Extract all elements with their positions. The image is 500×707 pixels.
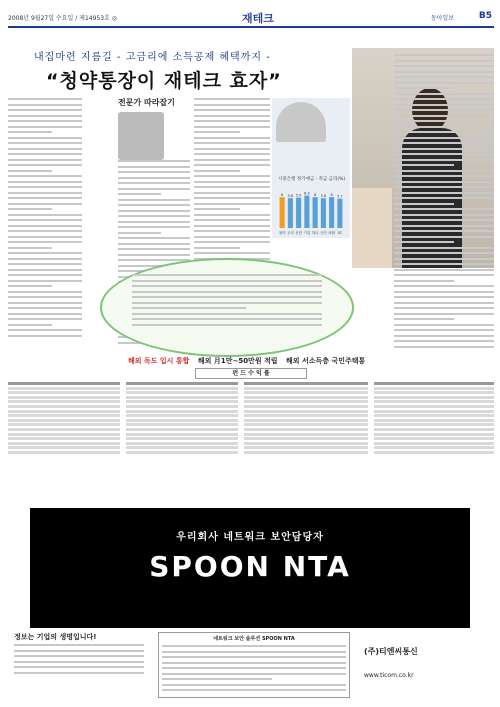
- text-line: [8, 307, 82, 309]
- text-line: [394, 137, 494, 139]
- table-row: [126, 446, 238, 449]
- table-row: [244, 400, 368, 403]
- text-line: [194, 104, 270, 106]
- table-row: [244, 437, 368, 440]
- table-row: [126, 382, 238, 385]
- text-line: [8, 252, 82, 254]
- text-line: [8, 258, 82, 260]
- text-line: [8, 296, 82, 298]
- text-line: [8, 109, 82, 111]
- chart-area: [272, 98, 350, 238]
- text-line: [394, 60, 494, 62]
- text-line: [14, 672, 144, 674]
- expert-label: 전문가 따라잡기: [118, 98, 175, 107]
- bar-외환: [329, 197, 334, 228]
- bar-value-label: 6: [314, 193, 317, 198]
- text-line: [8, 324, 52, 326]
- text-line: [8, 302, 82, 304]
- spoon-ad: [30, 508, 470, 628]
- text-line: [8, 263, 82, 265]
- text-line: [118, 232, 161, 234]
- bar-category-label: SC: [337, 231, 343, 235]
- ad-logo: SPOON NTA: [149, 550, 351, 583]
- table-row: [374, 387, 494, 390]
- bar-value-label: 6: [330, 193, 333, 198]
- text-line: [394, 285, 494, 287]
- text-line: [8, 280, 82, 282]
- table-row: [126, 442, 238, 445]
- expert-box: [118, 98, 190, 158]
- table-row: [244, 387, 368, 390]
- text-line: [394, 324, 494, 326]
- table-row: [374, 446, 494, 449]
- text-line: [394, 203, 454, 205]
- text-line: [162, 689, 346, 691]
- text-line: [132, 285, 322, 287]
- text-line: [8, 197, 82, 199]
- ad-bottom: [8, 632, 494, 702]
- fund-tables: [8, 372, 494, 458]
- text-line: [132, 318, 322, 320]
- text-line: [394, 120, 494, 122]
- text-line: [194, 214, 270, 216]
- text-line: [132, 302, 322, 304]
- table-row: [8, 446, 120, 449]
- text-line: [118, 237, 190, 239]
- text-line: [394, 230, 494, 232]
- text-line: [394, 318, 454, 320]
- banner-suffix: 해외 서소득층 국민주택통: [285, 357, 366, 365]
- text-line: [194, 142, 270, 144]
- text-line: [8, 203, 82, 205]
- text-line: [8, 120, 82, 122]
- bar-value-label: 5.7: [337, 194, 343, 199]
- table-row: [244, 391, 368, 394]
- text-line: [14, 655, 144, 657]
- issue-date: 2008년 9월27일 수요일 / 제14953호 ◎: [8, 15, 117, 22]
- text-line: [162, 662, 346, 664]
- text-line: [394, 329, 494, 331]
- bar-청약: [280, 197, 285, 228]
- text-line: [394, 93, 494, 95]
- text-line: [394, 197, 494, 199]
- table-row: [244, 410, 368, 413]
- table-row: [8, 442, 120, 445]
- bar-하나: [313, 197, 318, 228]
- text-line: [194, 203, 270, 205]
- text-line: [8, 126, 82, 128]
- bar-기업: [304, 196, 309, 228]
- text-line: [118, 204, 190, 206]
- text-line: [394, 280, 454, 282]
- text-line: [194, 148, 270, 150]
- text-line: [8, 192, 82, 194]
- text-line: [8, 269, 82, 271]
- bar-value-label: 5.9: [295, 193, 302, 198]
- text-line: [14, 644, 144, 646]
- text-line: [132, 291, 322, 293]
- text-line: [194, 120, 270, 122]
- table-row: [126, 391, 238, 394]
- text-line: [394, 346, 494, 348]
- ad-bottom-mid-title: 네트워크 보안 솔루션 SPOON NTA: [213, 636, 295, 642]
- table-row: [8, 419, 120, 422]
- text-line: [118, 188, 190, 190]
- table-row: [244, 405, 368, 408]
- text-line: [394, 98, 494, 100]
- bar-value-label: 6: [281, 193, 284, 198]
- text-line: [8, 159, 82, 161]
- text-line: [194, 241, 270, 243]
- text-line: [394, 340, 494, 342]
- table-row: [8, 387, 120, 390]
- table-row: [8, 428, 120, 431]
- table-row: [126, 437, 238, 440]
- text-line: [394, 274, 494, 276]
- text-line: [394, 208, 494, 210]
- bar-신한: [296, 198, 301, 228]
- text-line: [394, 313, 494, 315]
- text-line: [118, 160, 190, 162]
- text-line: [194, 131, 240, 133]
- fund-table-title: 펀 드 수 익 률: [195, 368, 307, 379]
- text-line: [8, 247, 52, 249]
- table-row: [126, 410, 238, 413]
- text-line: [162, 678, 272, 680]
- text-line: [394, 65, 494, 67]
- text-line: [394, 104, 494, 106]
- text-line: [8, 291, 82, 293]
- text-line: [394, 54, 494, 56]
- table-row: [374, 437, 494, 440]
- text-line: [162, 651, 346, 653]
- text-line: [118, 215, 190, 217]
- bar-우리: [288, 198, 293, 228]
- article-column-right: [394, 54, 494, 354]
- text-line: [8, 329, 82, 331]
- ad-bottom-left-title: 정보는 기업의 생명입니다!: [14, 633, 97, 641]
- table-row: [126, 396, 238, 399]
- text-line: [14, 666, 144, 668]
- text-line: [394, 159, 494, 161]
- bar-category-label: 우리: [286, 231, 294, 235]
- table-row: [8, 400, 120, 403]
- banner-mid: 해외 月1만~50만원 적립: [197, 357, 278, 365]
- table-row: [374, 382, 494, 385]
- table-row: [374, 451, 494, 454]
- text-line: [394, 170, 494, 172]
- table-row: [374, 396, 494, 399]
- table-row: [126, 414, 238, 417]
- table-row: [126, 423, 238, 426]
- text-line: [118, 226, 190, 228]
- chart-photo: [276, 102, 326, 142]
- table-row: [244, 442, 368, 445]
- table-row: [244, 451, 368, 454]
- text-line: [394, 126, 454, 128]
- text-line: [394, 71, 494, 73]
- ad-bottom-company: (주)티엔씨통신: [364, 647, 418, 656]
- ad-bottom-url: www.ticom.co.kr: [364, 672, 414, 679]
- article-title: “청약통장이 재테크 효자”: [46, 70, 282, 92]
- table-row: [244, 433, 368, 436]
- text-line: [8, 236, 82, 238]
- text-line: [194, 225, 270, 227]
- text-line: [8, 241, 82, 243]
- article-column-1: [8, 98, 82, 348]
- text-line: [132, 313, 322, 315]
- text-line: [118, 171, 190, 173]
- text-line: [118, 210, 190, 212]
- table-row: [8, 382, 120, 385]
- text-line: [394, 214, 494, 216]
- text-line: [14, 650, 144, 652]
- text-line: [8, 175, 82, 177]
- bar-category-label: 신한: [295, 231, 303, 235]
- bar-category-label: 청약: [278, 231, 286, 235]
- bar-value-label: 5.8: [287, 194, 294, 199]
- text-line: [394, 82, 494, 84]
- text-line: [194, 170, 240, 172]
- text-line: [394, 153, 494, 155]
- text-line: [8, 225, 82, 227]
- table-row: [8, 433, 120, 436]
- text-line: [132, 324, 322, 326]
- table-row: [374, 400, 494, 403]
- text-line: [394, 131, 494, 133]
- banner-line: [128, 356, 365, 366]
- text-line: [8, 274, 82, 276]
- text-line: [118, 221, 190, 223]
- text-line: [8, 137, 82, 139]
- table-row: [244, 382, 368, 385]
- text-line: [8, 153, 82, 155]
- bar-국민: [321, 198, 326, 228]
- ad-bottom-mid-box: [158, 632, 350, 698]
- table-row: [126, 451, 238, 454]
- text-line: [394, 269, 494, 271]
- chart-title: 시중은행 정기예금 · 적금 금리(%): [278, 177, 346, 182]
- text-line: [194, 236, 270, 238]
- table-row: [374, 391, 494, 394]
- text-line: [8, 335, 82, 337]
- text-line: [8, 170, 52, 172]
- text-line: [194, 159, 270, 161]
- text-line: [394, 258, 494, 260]
- text-line: [394, 335, 494, 337]
- text-line: [118, 243, 190, 245]
- text-line: [118, 166, 190, 168]
- table-row: [244, 419, 368, 422]
- table-row: [374, 433, 494, 436]
- text-line: [162, 667, 346, 669]
- text-line: [394, 219, 494, 221]
- page-header: [8, 10, 494, 28]
- text-line: [194, 186, 270, 188]
- text-line: [394, 291, 494, 293]
- text-line: [194, 219, 270, 221]
- table-row: [374, 414, 494, 417]
- table-row: [374, 442, 494, 445]
- table-row: [374, 428, 494, 431]
- text-line: [194, 164, 270, 166]
- text-line: [8, 142, 82, 144]
- bar-value-label: 6.3: [304, 191, 310, 196]
- text-line: [194, 197, 270, 199]
- text-line: [118, 248, 190, 250]
- text-line: [162, 645, 346, 647]
- expert-photo: [86, 98, 116, 178]
- text-line: [194, 247, 240, 249]
- table-row: [8, 391, 120, 394]
- text-line: [8, 164, 82, 166]
- text-line: [118, 254, 190, 256]
- text-line: [394, 296, 494, 298]
- text-line: [194, 109, 270, 111]
- text-line: [14, 661, 144, 663]
- callout-bubble: [100, 258, 354, 357]
- text-line: [194, 98, 270, 100]
- table-row: [8, 451, 120, 454]
- table-row: [244, 446, 368, 449]
- text-line: [118, 199, 190, 201]
- text-line: [132, 307, 246, 309]
- text-line: [394, 109, 494, 111]
- text-line: [8, 131, 52, 133]
- table-row: [244, 396, 368, 399]
- table-row: [126, 433, 238, 436]
- text-line: [394, 302, 494, 304]
- table-row: [8, 396, 120, 399]
- text-line: [394, 76, 494, 78]
- bar-value-label: 5.8: [320, 194, 327, 199]
- text-line: [162, 684, 346, 686]
- table-row: [8, 410, 120, 413]
- text-line: [394, 307, 494, 309]
- bar-category-label: 외환: [328, 231, 336, 235]
- table-row: [374, 405, 494, 408]
- text-line: [394, 247, 494, 249]
- table-row: [244, 428, 368, 431]
- text-line: [118, 193, 161, 195]
- text-line: [394, 175, 494, 177]
- text-line: [8, 148, 82, 150]
- text-line: [8, 208, 52, 210]
- text-line: [194, 252, 270, 254]
- text-line: [394, 186, 494, 188]
- text-line: [8, 115, 82, 117]
- table-row: [126, 400, 238, 403]
- bar-category-label: 국민: [319, 231, 327, 235]
- text-line: [394, 236, 494, 238]
- text-line: [8, 186, 82, 188]
- text-line: [8, 230, 82, 232]
- counter: [352, 188, 392, 268]
- text-line: [394, 263, 494, 265]
- table-row: [126, 405, 238, 408]
- text-line: [8, 181, 82, 183]
- table-row: [8, 405, 120, 408]
- text-line: [194, 153, 270, 155]
- text-line: [394, 142, 494, 144]
- table-row: [126, 387, 238, 390]
- page-number: B5: [478, 11, 492, 21]
- text-line: [8, 214, 82, 216]
- text-line: [8, 313, 82, 315]
- ad-headline: 우리회사 네트워크 보안담당자: [176, 532, 324, 543]
- text-line: [8, 318, 82, 320]
- text-line: [194, 230, 270, 232]
- banner-prefix: 해외 독도 입시 통합: [128, 357, 190, 365]
- bar-chart: [272, 184, 350, 238]
- table-row: [8, 414, 120, 417]
- text-line: [394, 148, 494, 150]
- text-line: [162, 656, 346, 658]
- section-title: 재테크: [242, 12, 274, 25]
- text-line: [394, 181, 494, 183]
- text-line: [394, 241, 454, 243]
- table-row: [244, 423, 368, 426]
- bar-category-label: 하나: [311, 231, 319, 235]
- text-line: [394, 225, 494, 227]
- table-row: [8, 437, 120, 440]
- text-line: [132, 296, 322, 298]
- text-line: [394, 252, 494, 254]
- text-line: [194, 115, 270, 117]
- text-line: [394, 115, 494, 117]
- article-subtitle: 내집마련 지름길 - 고금리에 소득공제 혜택까지 -: [34, 52, 271, 63]
- table-row: [374, 410, 494, 413]
- table-row: [126, 419, 238, 422]
- text-line: [132, 274, 322, 276]
- table-row: [8, 423, 120, 426]
- text-line: [194, 208, 240, 210]
- expert-portrait: [118, 112, 164, 160]
- publication-name: 동아일보: [430, 15, 454, 22]
- text-line: [194, 175, 270, 177]
- text-line: [8, 219, 82, 221]
- text-line: [394, 192, 494, 194]
- text-line: [194, 181, 270, 183]
- text-line: [8, 98, 82, 100]
- text-line: [8, 285, 52, 287]
- table-row: [126, 428, 238, 431]
- table-row: [374, 423, 494, 426]
- text-line: [118, 182, 190, 184]
- text-line: [194, 137, 270, 139]
- bar-category-label: 기업: [303, 231, 311, 235]
- text-line: [8, 104, 82, 106]
- bar-SC: [337, 199, 342, 228]
- text-line: [194, 192, 270, 194]
- text-line: [394, 87, 454, 89]
- text-line: [394, 164, 454, 166]
- text-line: [118, 177, 190, 179]
- table-row: [244, 414, 368, 417]
- text-line: [132, 280, 322, 282]
- table-row: [374, 419, 494, 422]
- text-line: [194, 126, 270, 128]
- text-line: [162, 673, 346, 675]
